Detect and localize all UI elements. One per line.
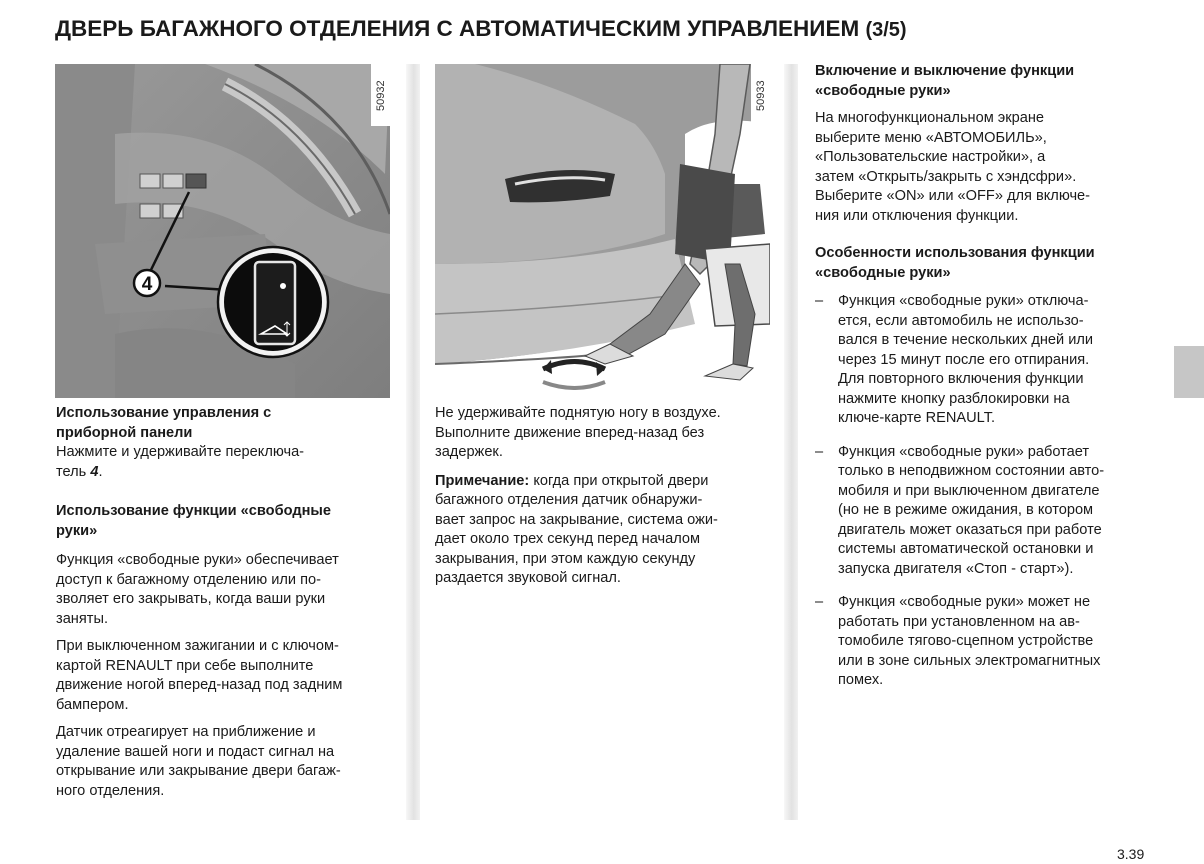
column-divider-shade [784,64,798,820]
page-title-part: (3/5) [865,19,907,41]
heading-line: Использование управления с [56,405,272,421]
text-line: доступ к багажному отделению или по- [56,571,321,588]
text-line: ного отделения. [56,782,165,799]
note-label: Примечание: [435,472,530,489]
list-dash: – [815,594,824,610]
column-2 [435,404,770,589]
figure-number: 50932 [375,80,387,111]
text-line: Функция «свободные руки» обеспечивает [56,552,339,568]
text-line: задержек. [435,444,503,460]
text-line: Выполните движение вперед-назад без [435,424,705,441]
text-line: На многофункциональном экране [815,110,1045,126]
page-title [55,16,907,42]
text-line: зволяет его закрывать, когда ваши руки [56,591,326,607]
text-line: При выключенном зажигании и с ключом- [56,638,339,654]
figure-dashboard-switch [55,64,390,398]
text-line: вался в течение нескольких дней или [838,332,1094,348]
paragraph-foot-motion [56,637,389,715]
text-line: помех. [838,672,884,688]
section-heading-handsfree [56,502,389,541]
switch-reference: 4 [90,463,99,480]
paragraph-settings-menu [815,109,1149,226]
text-line: или в зоне сильных электромагнитных [838,652,1101,669]
heading-line: Особенности использования функции [815,245,1095,261]
text-line: Не удерживайте поднятую ногу в воздухе. [435,405,721,421]
text-line: только в неподвижном состоянии авто- [838,463,1105,479]
callout-number: 4 [141,274,153,295]
text-line: бампером. [56,696,129,713]
section-heading-dashboard-control [56,404,389,443]
list-dash: – [815,293,824,309]
paragraph-sensor-reaction [56,723,389,801]
text-line: двигатель может оказаться при работе [838,521,1102,538]
text-line: мобиля и при выключенном двигателе [838,482,1100,499]
list-item [815,443,1149,580]
section-heading-enable-disable [815,62,1149,101]
text-line: через 15 минут после его отпирания. [838,351,1090,368]
text-line: Датчик отреагирует на приближение и [56,724,316,740]
handsfree-switch-icon [255,262,295,344]
page-title-text: ДВЕРЬ БАГАЖНОГО ОТДЕЛЕНИЯ С АВТОМАТИЧЕСКИМ УПРАВЛЕНИЕМ [55,16,860,41]
heading-line: «свободные руки» [815,264,951,281]
list-item [815,292,1149,429]
text-line: ключе-карте RENAULT. [838,410,996,426]
chapter-tab-marker [1174,346,1204,398]
text-line: системы автоматической остановки и [838,541,1094,557]
section-heading-features [815,244,1149,283]
text-line: Функция «свободные руки» может не [838,594,1091,610]
text-line: Функция «свободные руки» работает [838,443,1090,460]
heading-line: Использование функции «свободные [56,503,331,519]
text-line: заняты. [56,610,108,627]
heading-line: «свободные руки» [815,82,951,99]
text-line: ется, если автомобиль не использо- [838,312,1084,329]
column-3 [815,62,1149,283]
text-line: Выберите «ON» или «OFF» для включе- [815,188,1091,204]
text-line: дает около трех секунд перед началом [435,531,701,547]
dashboard-illustration [55,64,390,398]
text-line: картой RENAULT при себе выполните [56,657,314,674]
text-line: открывание или закрывание двери багаж- [56,763,341,779]
paragraph-no-hold-foot [435,404,770,463]
text-line: (но не в режиме ожидания, в котором [838,502,1094,518]
list-features [815,292,1149,691]
heading-line: приборной панели [56,424,193,441]
text-line: работать при установленном на ав- [838,613,1080,630]
text-line: тель [56,463,91,480]
text-line: Функция «свободные руки» отключа- [838,293,1089,309]
text-line: Для повторного включения функции [838,371,1084,387]
heading-line: руки» [56,522,98,539]
list-dash: – [815,443,824,460]
text-line: . [98,463,103,480]
column-1 [56,404,389,801]
text-line: багажного отделения датчик обнаружи- [435,492,703,508]
text-line: «Пользовательские настройки», а [815,149,1046,165]
page-number: 3.39 [1117,846,1145,862]
figure-number: 50933 [755,80,767,111]
text-line: удаление вашей ноги и подаст сигнал на [56,743,335,760]
car-rear-illustration [435,64,770,390]
heading-line: Включение и выключение функции [815,63,1075,79]
paragraph-note [435,472,770,589]
text-line: раздается звуковой сигнал. [435,570,621,586]
text-line: закрывания, при этом каждую секунду [435,550,696,567]
paragraph-handsfree-purpose [56,551,389,629]
text-line: томобиле тягово-сцепном устройстве [838,633,1094,649]
text-line: вает запрос на закрывание, система ожи- [435,511,718,528]
paragraph-press-switch [56,443,389,482]
column-divider-shade [406,64,420,820]
text-line: нажмите кнопку разблокировки на [838,390,1070,407]
list-item [815,593,1149,691]
text-line: движение ногой вперед-назад под задним [56,677,343,693]
text-line: затем «Открыть/закрыть с хэндсфри». [815,168,1077,185]
text-line: запуска двигателя «Стоп - старт»). [838,560,1074,577]
text-line: Нажмите и удерживайте переключа- [56,444,305,460]
text-line: ния или отключения функции. [815,207,1019,224]
figure-foot-gesture [435,64,770,390]
text-line: когда при открытой двери [529,472,709,489]
text-line: выберите меню «АВТОМОБИЛЬ», [815,129,1047,146]
